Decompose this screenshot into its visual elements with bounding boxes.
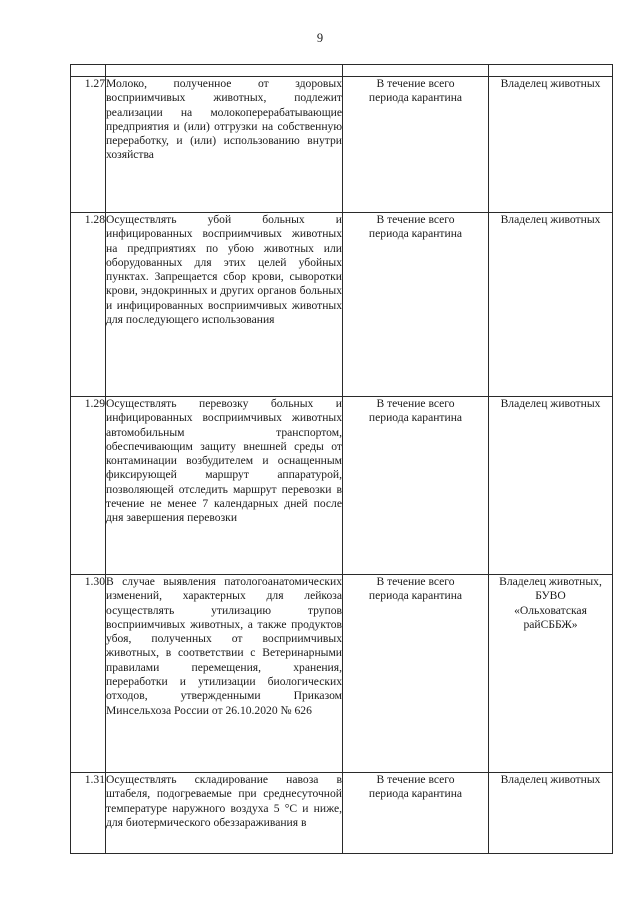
measure-description <box>106 397 343 575</box>
time-text: В течение всего периода карантина <box>368 213 463 241</box>
row-number: 1.29 <box>71 397 106 575</box>
responsible-party <box>489 213 613 397</box>
responsible-text: Владелец животных <box>500 773 601 786</box>
row-number: 1.30 <box>71 575 106 773</box>
responsible-party <box>489 575 613 773</box>
table-row <box>71 773 613 854</box>
table-row <box>71 397 613 575</box>
time-text: В течение всего периода карантина <box>368 77 463 105</box>
responsible-party <box>489 773 613 854</box>
page-number: 9 <box>316 31 324 45</box>
responsible-party <box>489 397 613 575</box>
time-text: В течение всего периода карантина <box>368 773 463 801</box>
header-cell <box>106 65 343 77</box>
measure-text: Осуществлять убой больных и инфицированных восприимчивых животных на предприятиях по убою животных или оборудованных для этих целей убойных пунктах. Запрещается сбор крови, сыворотки крови, эндокринных и других органов больных и инфицированных восприимчивых животных для последующего использования <box>106 213 342 327</box>
time-period <box>343 213 489 397</box>
row-number: 1.31 <box>71 773 106 854</box>
header-cell <box>343 65 489 77</box>
responsible-party <box>489 77 613 213</box>
time-text: В течение всего периода карантина <box>368 575 463 603</box>
responsible-text: Владелец животных <box>500 213 601 226</box>
measure-description <box>106 575 343 773</box>
measure-text: Молоко, полученное от здоровых восприимчивых животных, подлежит реализации на молокоперерабатывающие предприятия и (или) отгрузки на собственную переработку, и (или) использованию внутри хозяйства <box>106 77 342 162</box>
measure-description <box>106 213 343 397</box>
measure-description <box>106 773 343 854</box>
table-header-strip <box>71 65 613 77</box>
responsible-text: Владелец животных <box>500 77 601 90</box>
time-period <box>343 77 489 213</box>
measure-text: В случае выявления патологоанатомических изменений, характерных для лейкоза осуществлять утилизацию трупов восприимчивых животных, а также продуктов убоя, полученных от восприимчивых животных, в соответствии с Ветеринарными правилами перемещения, хранения, переработки и утилизации биологических отходов, утвержденными Приказом Минсельхоза России от 26.10.2020 № 626 <box>106 575 342 717</box>
time-period <box>343 575 489 773</box>
measure-description <box>106 77 343 213</box>
header-cell <box>489 65 613 77</box>
header-cell <box>71 65 106 77</box>
table-row <box>71 77 613 213</box>
table-row <box>71 575 613 773</box>
time-period <box>343 397 489 575</box>
table-row <box>71 213 613 397</box>
time-period <box>343 773 489 854</box>
responsible-text: Владелец животных, БУВО «Ольховатская райСББЖ» <box>499 575 602 631</box>
measure-text: Осуществлять складирование навоза в штабеля, подогреваемые при среднесуточной температуре наружного воздуха 5 °С и ниже, для биотермического обеззараживания в <box>106 773 342 829</box>
row-number: 1.28 <box>71 213 106 397</box>
row-number: 1.27 <box>71 77 106 213</box>
responsible-text: Владелец животных <box>500 397 601 410</box>
time-text: В течение всего периода карантина <box>368 397 463 425</box>
measure-text: Осуществлять перевозку больных и инфицированных восприимчивых животных автомобильным транспортом, обеспечивающим защиту внешней среды от контаминации возбудителем и оснащенным фиксирующей маршрут аппаратурой, позволяющей отследить маршрут перевозки в течение не менее 7 календарных дней после дня завершения перевозки <box>106 397 342 525</box>
measures-table <box>70 64 613 854</box>
